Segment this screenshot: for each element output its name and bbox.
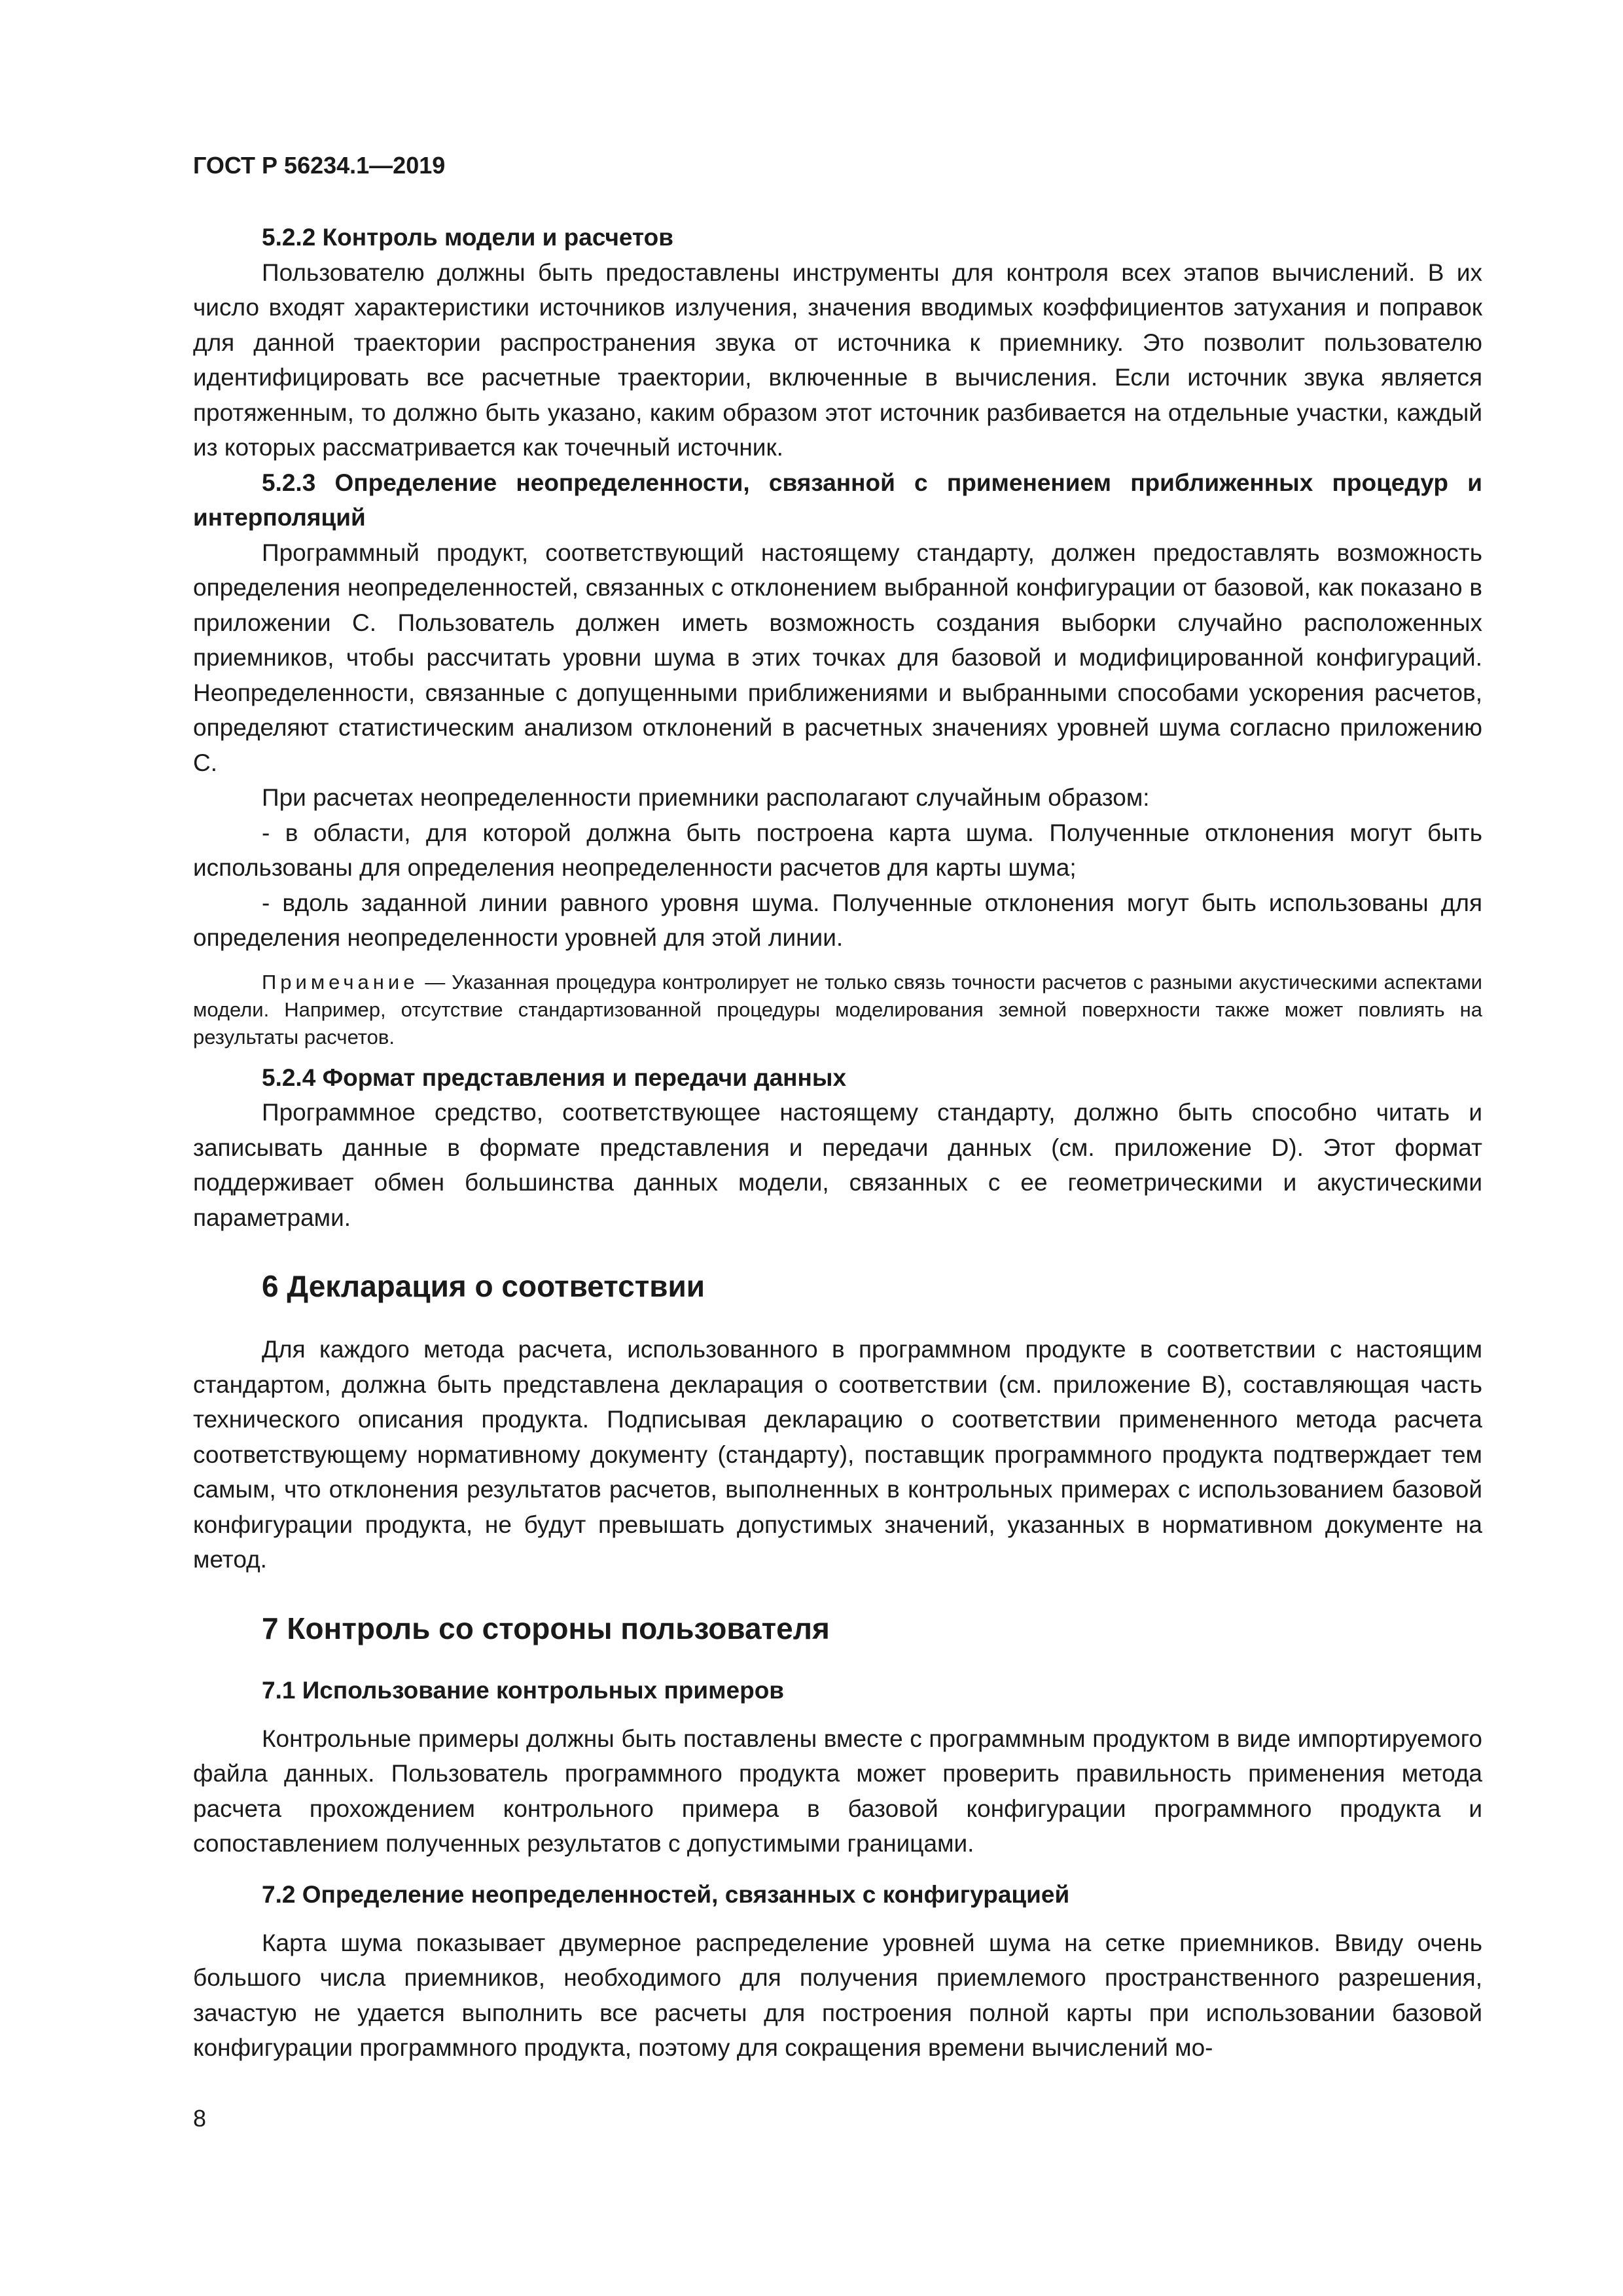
note <box>193 969 1482 1051</box>
note-text: — Указанная процедура контролирует не только связь точности расчетов с разными акустическими аспектами модели. Например, отсутствие стандартизованной процедуры моделирования земной поверхности также может повлиять на результаты расчетов. <box>193 970 1482 1049</box>
section-5-2-3-title: 5.2.3 Определение неопределенности, связанной с применением приближенных процедур и интерполяций <box>193 469 1482 531</box>
paragraph: Контрольные примеры должны быть поставлены вместе с программным продуктом в виде импортируемого файла данных. Пользователь программного продукта может проверить правильность применения метода расчета прохождением контрольного примера в базовой конфигурации программного продукта и сопоставлением полученных результатов с допустимыми границами. <box>193 1725 1482 1857</box>
document-body <box>193 220 1482 2066</box>
paragraph: При расчетах неопределенности приемники располагают случайным образом: <box>262 784 1150 811</box>
list-item: - в области, для которой должна быть построена карта шума. Полученные отклонения могут быть использованы для определения неопределенности расчетов для карты шума; <box>193 819 1482 881</box>
section-6-title: 6 Декларация о соответствии <box>262 1269 705 1303</box>
document-header: ГОСТ Р 56234.1—2019 <box>193 152 446 179</box>
paragraph: Программный продукт, соответствующий настоящему стандарту, должен предоставлять возможность определения неопределенностей, связанных с отклонением выбранной конфигурации от базовой, как показано в приложении C. Пользователь должен иметь возможность создания выборки случайно расположенных приемников, чтобы рассчитать уровни шума в этих точках для базовой и модифицированной конфигураций. Неопределенности, связанные с допущенными приближениями и выбранными способами ускорения расчетов, определяют статистическим анализом отклонений в расчетных значениях уровней шума согласно приложению C. <box>193 539 1482 776</box>
section-7-2-title: 7.2 Определение неопределенностей, связанных с конфигурацией <box>262 1880 1070 1908</box>
paragraph: Программное средство, соответствующее настоящему стандарту, должно быть способно читать и записывать данные в формате представления и передачи данных (см. приложение D). Этот формат поддерживает обмен большинства данных модели, связанных с ее геометрическими и акустическими параметрами. <box>193 1099 1482 1231</box>
paragraph: Для каждого метода расчета, использованного в программном продукте в соответствии с настоящим стандартом, должна быть представлена декларация о соответствии (см. приложение B), составляющая часть технического описания продукта. Подписывая декларацию о соответствии примененного метода расчета соответствующему нормативному документу (стандарту), поставщик программного продукта подтверждает тем самым, что отклонения результатов расчетов, выполненных в контрольных примерах с использованием базовой конфигурации продукта, не будут превышать допустимых значений, указанных в нормативном документе на метод. <box>193 1336 1482 1573</box>
note-label: Примечание <box>262 970 419 994</box>
list-item: - вдоль заданной линии равного уровня шума. Полученные отклонения могут быть использованы для определения неопределенности уровней для этой линии. <box>193 889 1482 951</box>
page-number: 8 <box>193 2105 207 2132</box>
paragraph: Карта шума показывает двумерное распределение уровней шума на сетке приемников. Ввиду очень большого числа приемников, необходимого для получения приемлемого пространственного разрешения, зачастую не удается выполнить все расчеты для построения полной карты при использовании базовой конфигурации программного продукта, поэтому для сокращения времени вычислений мо- <box>193 1929 1482 2061</box>
paragraph: Пользователю должны быть предоставлены инструменты для контроля всех этапов вычислений. В их число входят характеристики источников излучения, значения вводимых коэффициентов затухания и поправок для данной траектории распространения звука от источника к приемнику. Это позволит пользователю идентифицировать все расчетные траектории, включенные в вычисления. Если источник звука является протяженным, то должно быть указано, каким образом этот источник разбивается на отдельные участки, каждый из которых рассматривается как точечный источник. <box>193 259 1482 461</box>
section-7-1-title: 7.1 Использование контрольных примеров <box>262 1676 785 1704</box>
section-5-2-2-title: 5.2.2 Контроль модели и расчетов <box>262 224 673 251</box>
section-5-2-4-title: 5.2.4 Формат представления и передачи данных <box>262 1064 847 1091</box>
section-7-title: 7 Контроль со стороны пользователя <box>262 1611 830 1645</box>
